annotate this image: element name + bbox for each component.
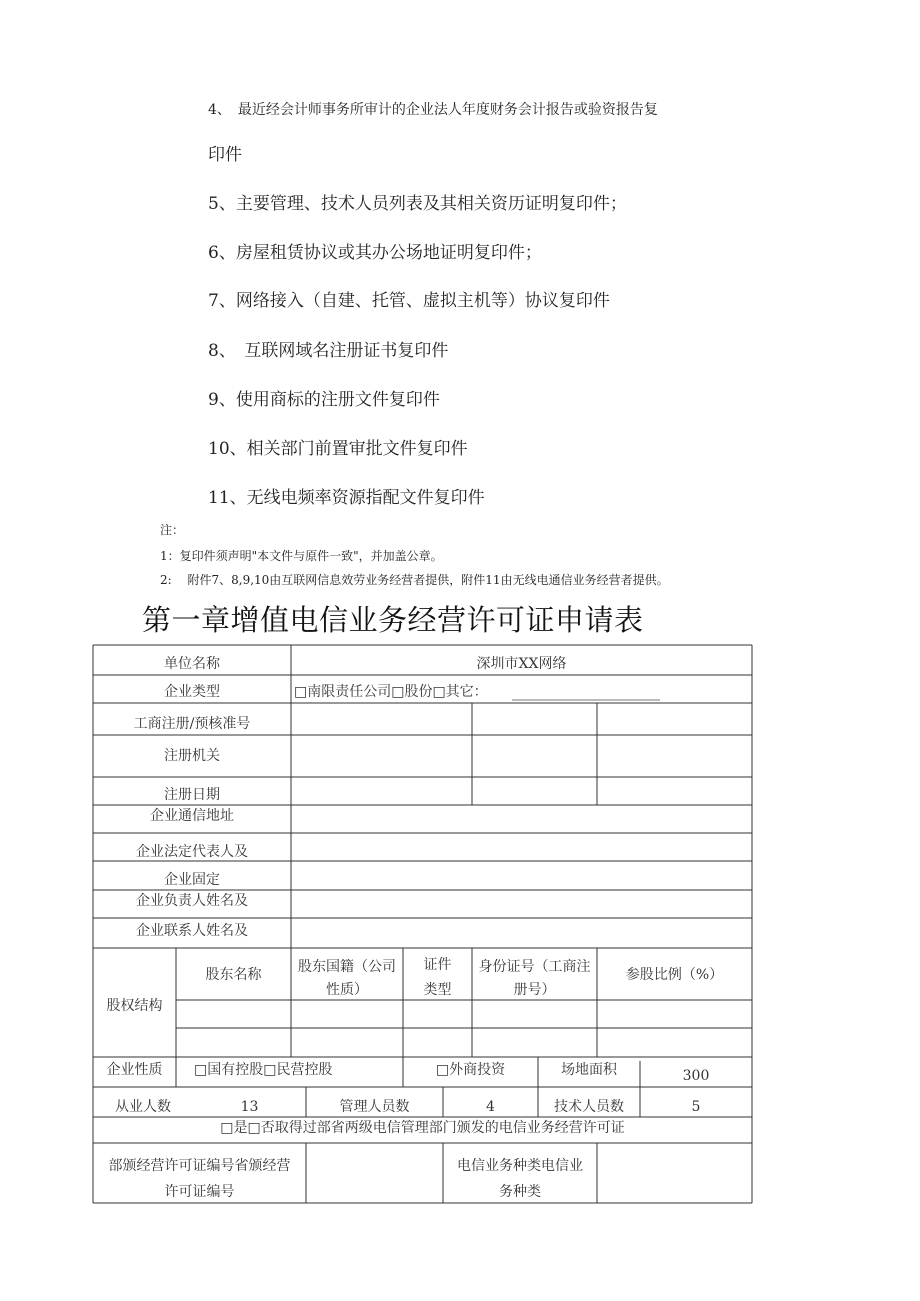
id-number-header-line2: 册号） (513, 982, 556, 998)
list-item-7: 7、网络接入（自建、托管、虚拟主机等）协议复印件 (208, 291, 610, 311)
list-item-10: 10、相关部门前置审批文件复印件 (208, 439, 468, 459)
fixed-phone-label: 企业固定 (164, 872, 220, 888)
registration-number-label: 工商注册/预核准号 (133, 716, 251, 732)
company-type-options: □南限责任公司□股份□其它： (294, 684, 488, 700)
note-2: 2: 附件7、8,9,10由互联网信息效劳业务经营者提供，附件11由无线电通信业务经营者提供。 (160, 573, 669, 587)
manager-label: 企业负责人姓名及 (136, 893, 248, 909)
unit-name-value: 深圳市XX网络 (476, 656, 567, 672)
note-1: 1：复印件须声明"本文件与原件一致"，并加盖公章。 (160, 549, 443, 563)
notes-label: 注： (160, 523, 185, 537)
certificate-type-header-line1: 证件 (423, 957, 452, 973)
company-type-label: 企业类型 (164, 684, 220, 700)
list-item-4-continued: 印件 (208, 145, 242, 165)
license-number-label-line2: 许可证编号 (164, 1184, 235, 1200)
list-item-5: 5、主要管理、技术人员列表及其相关资历证明复印件； (208, 194, 627, 214)
chapter-title: 第一章增值电信业务经营许可证申请表 (142, 603, 644, 637)
contact-person-label: 企业联系人姓名及 (136, 923, 248, 939)
tech-staff-count-value: 5 (691, 1099, 701, 1115)
share-ratio-header: 参股比例（%） (625, 967, 724, 983)
list-item-4: 4、 最近经会计师事务所审计的企业法人年度财务会计报告或验资报告复 (208, 102, 658, 118)
address-label: 企业通信地址 (150, 808, 234, 824)
unit-name-label: 单位名称 (164, 656, 220, 672)
site-area-label: 场地面积 (561, 1062, 617, 1078)
id-number-header-line1: 身份证号（工商注 (478, 959, 591, 975)
certificate-type-header-line2: 类型 (423, 982, 452, 998)
foreign-investment-option: □外商投资 (435, 1062, 506, 1078)
service-type-label-line2: 务种类 (499, 1184, 541, 1200)
management-count-value: 4 (486, 1099, 495, 1115)
management-count-label: 管理人员数 (339, 1099, 410, 1115)
registration-date-label: 注册日期 (164, 787, 220, 803)
list-item-6: 6、房屋租赁协议或其办公场地证明复印件； (208, 243, 542, 263)
shareholder-name-header: 股东名称 (205, 967, 262, 983)
list-item-9: 9、使用商标的注册文件复印件 (208, 390, 440, 410)
list-item-11: 11、无线电频率资源指配文件复印件 (208, 488, 485, 508)
equity-structure-label: 股权结构 (106, 998, 163, 1014)
staff-count-value: 13 (240, 1099, 259, 1115)
site-area-value: 300 (682, 1068, 710, 1084)
shareholder-nationality-header-line2: 性质） (326, 982, 368, 998)
tech-staff-count-label: 技术人员数 (554, 1099, 624, 1115)
service-type-label-line1: 电信业务种类电信业 (457, 1158, 583, 1174)
enterprise-nature-label: 企业性质 (106, 1062, 163, 1078)
enterprise-nature-options: □国有控股□民营控股 (194, 1062, 333, 1078)
list-item-8: 8、 互联网域名注册证书复印件 (208, 341, 449, 361)
license-number-label-line1: 部颁经营许可证编号省颁经营 (108, 1158, 291, 1174)
shareholder-nationality-header-line1: 股东国籍（公司 (298, 959, 396, 975)
license-question: □是□否取得过部省两级电信管理部门颁发的电信业务经营许可证 (220, 1120, 625, 1136)
legal-representative-label: 企业法定代表人及 (136, 844, 248, 860)
staff-count-label: 从业人数 (115, 1099, 171, 1115)
registration-authority-label: 注册机关 (164, 748, 220, 764)
